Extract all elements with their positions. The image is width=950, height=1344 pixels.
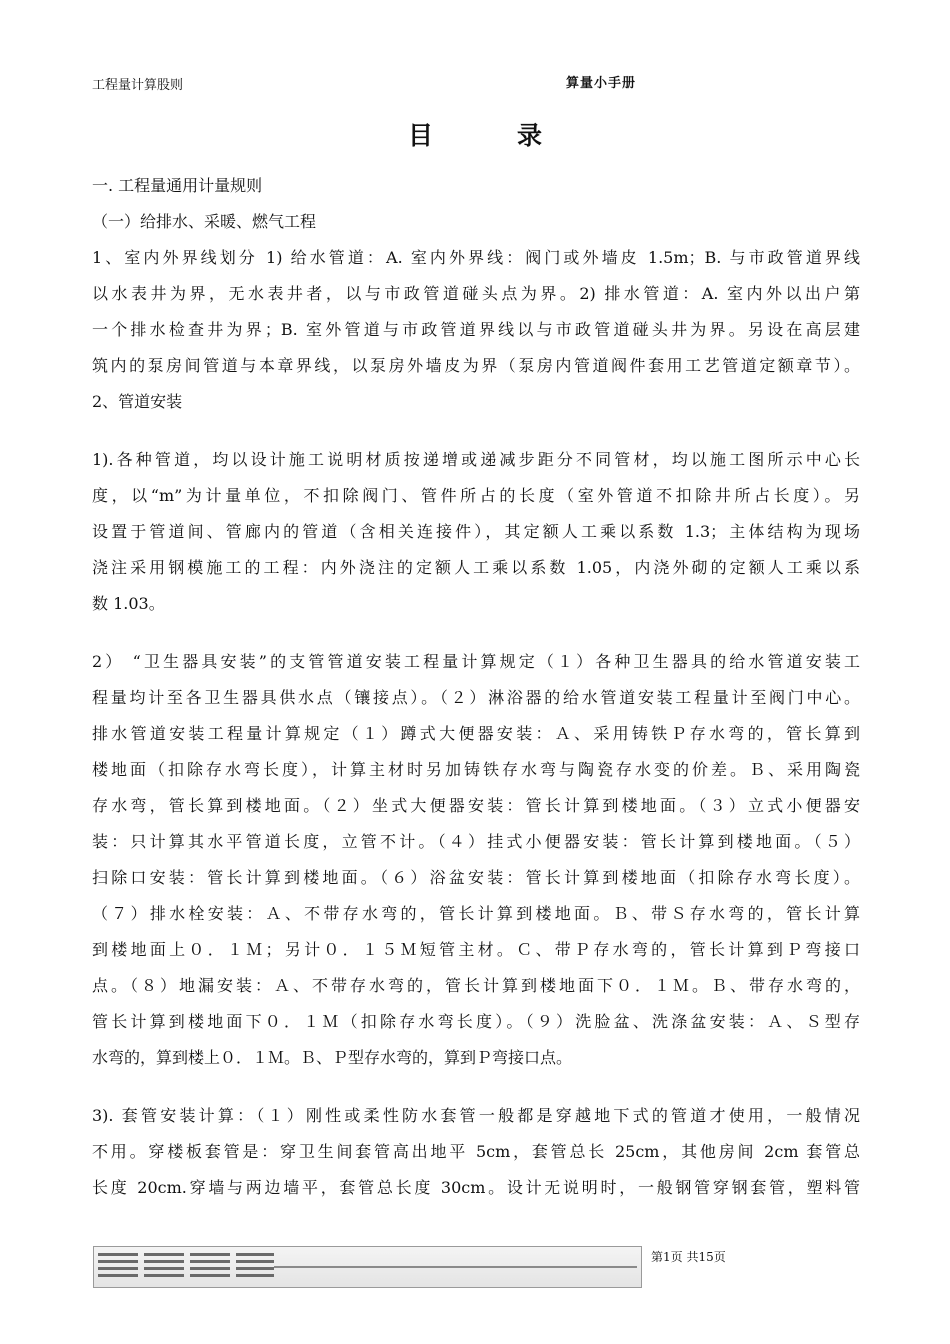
- paragraph-line: 点。（８）地漏安装：Ａ、不带存水弯的，管长计算到楼地面下０．１Ｍ。Ｂ、带存水弯的，: [92, 976, 860, 995]
- document-body: [92, 168, 860, 1206]
- paragraph-line: 水弯的，算到楼上０．１Ｍ。Ｂ、Ｐ型存水弯的，算到Ｐ弯接口点。: [92, 1048, 573, 1067]
- paragraph-line: 浇注采用钢模施工的工程：内外浇注的定额人工乘以系数 1.05，内浇外砌的定额人工乘以系: [92, 558, 860, 577]
- footer-rule: [274, 1266, 637, 1268]
- paragraph-line: 筑内的泵房间管道与本章界线，以泵房外墙皮为界（泵房内管道阀件套用工艺管道定额章节）。: [92, 356, 860, 375]
- title-char-2: 录: [517, 121, 543, 150]
- heading-item-2: 2、管道安装: [92, 392, 183, 411]
- footer-wave-graphic: [98, 1251, 274, 1283]
- paragraph-line: 到楼地面上０．１Ｍ；另计０．１５Ｍ短管主材。Ｃ、带Ｐ存水弯的，管长计算到Ｐ弯接口: [92, 940, 860, 959]
- paragraph-line: 长度 20cm.穿墙与两边墙平，套管总长度 30cm。设计无说明时，一般钢管穿钢套管，塑料管: [92, 1178, 860, 1197]
- header-left-title: 工程量计算股则: [92, 78, 184, 93]
- paragraph-line: 存水弯，管长算到楼地面。（２）坐式大便器安装：管长计算到楼地面。（３）立式小便器安: [92, 796, 860, 815]
- paragraph-line: 排水管道安装工程量计算规定（１）蹲式大便器安装：Ａ、采用铸铁Ｐ存水弯的，管长算到: [92, 724, 860, 743]
- paragraph-line: 以水表井为界，无水表井者，以与市政管道碰头点为界。2) 排水管道：A. 室内外以出户第: [92, 284, 860, 303]
- title-char-1: 目: [407, 121, 433, 150]
- paragraph-line: 1、室内外界线划分 1) 给水管道：A. 室内外界线：阀门或外墙皮 1.5m；B. 与市政管道界线: [92, 248, 860, 267]
- paragraph-line: 1).各种管道，均以设计施工说明材质按递增或递减步距分不同管材，均以施工图所示中心长: [92, 450, 860, 469]
- page-number: 第1页 共15页: [651, 1250, 726, 1264]
- heading-subsection-1: （一）给排水、采暖、燃气工程: [92, 212, 317, 231]
- paragraph-line: 程量均计至各卫生器具供水点（镶接点）。（２）淋浴器的给水管道安装工程量计至阀门中心。: [92, 688, 860, 707]
- paragraph-line: 度，以“m”为计量单位，不扣除阀门、管件所占的长度（室外管道不扣除井所占长度）。另: [92, 486, 860, 505]
- paragraph-line: 楼地面（扣除存水弯长度），计算主材时另加铸铁存水弯与陶瓷存水变的价差。Ｂ、采用陶瓷: [92, 760, 860, 779]
- footer-decoration: [93, 1246, 642, 1288]
- paragraph-line: 一个排水检查井为界；B. 室外管道与市政管道界线以与市政管道碰头井为界。另设在高层建: [92, 320, 860, 339]
- paragraph-line: （７）排水栓安装：Ａ、不带存水弯的，管长计算到楼地面。Ｂ、带Ｓ存水弯的，管长计算: [92, 904, 860, 923]
- page-title: [0, 116, 950, 152]
- paragraph-line: 装：只计算其水平管道长度，立管不计。（４）挂式小便器安装：管长计算到楼地面。（５）: [92, 832, 860, 851]
- paragraph-line: 设置于管道间、管廊内的管道（含相关连接件），其定额人工乘以系数 1.3；主体结构为现场: [92, 522, 860, 541]
- header-right-title: 算量小手册: [566, 76, 637, 91]
- paragraph-line: 扫除口安装：管长计算到楼地面。（６）浴盆安装：管长计算到楼地面（扣除存水弯长度）。: [92, 868, 860, 887]
- paragraph-line: 数 1.03。: [92, 594, 165, 613]
- paragraph-line: 管长计算到楼地面下０．１Ｍ（扣除存水弯长度）。（９）洗脸盆、洗涤盆安装：Ａ、Ｓ型存: [92, 1012, 860, 1031]
- heading-section-1: 一. 工程量通用计量规则: [92, 176, 263, 195]
- paragraph-line: 不用。穿楼板套管是：穿卫生间套管高出地平 5cm，套管总长 25cm，其他房间 2cm 套管总: [92, 1142, 860, 1161]
- paragraph-line: 2） “卫生器具安装”的支管管道安装工程量计算规定（１）各种卫生器具的给水管道安装工: [92, 652, 860, 671]
- paragraph-line: 3). 套管安装计算：（１）刚性或柔性防水套管一般都是穿越地下式的管道才使用，一般情况: [92, 1106, 860, 1125]
